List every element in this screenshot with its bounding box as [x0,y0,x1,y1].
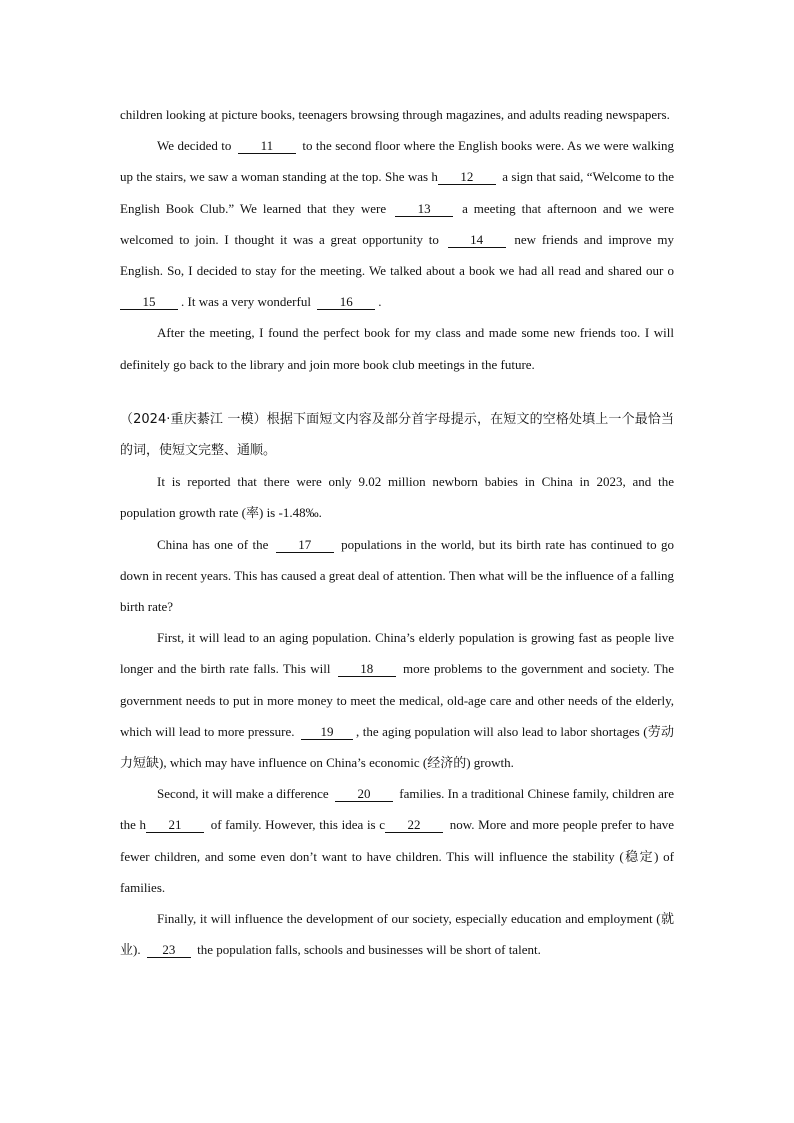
blank-11[interactable]: 11 [238,139,296,154]
text: populations in the world, but its birth rate has continued to go down in recent years. This has caused a great deal of attention. Then what will be the influence of a falling birth rate? [120,536,675,615]
passage1-paragraph-3: After the meeting, I found the perfect book for my class and made some new friends too. I will definitely go back to the library and join more book club meetings in the future. [120,325,674,372]
passage2-paragraph-3 [120,622,674,778]
text: . [378,294,382,310]
blank-19[interactable]: 19 [301,725,353,740]
text: to the second floor where the English books were. As we were walking up the stairs, we saw a woman standing at the top. She was h [120,138,675,185]
text: the population falls, schools and businesses will be short of talent. [197,942,541,958]
text: . It was a very wonderful [181,294,311,310]
passage2-paragraph-2 [120,529,674,623]
passage1-paragraph-1: children looking at picture books, teenagers browsing through magazines, and adults reading newspapers. [120,107,670,122]
text: China has one of the [157,536,269,552]
text: of family. However, this idea is c [210,817,386,833]
text: new friends and improve my English. So, I decided to stay for the meeting. We talked about a book we had all read and shared our o [120,231,674,279]
blank-12[interactable]: 12 [438,170,496,185]
text: a sign that said, “Welcome to the English Book Club.” We learned that they were [120,169,675,216]
text: now. More and more people prefer to have fewer children, and some even don’t want to have children. This will influence the stability (稳定) of families. [120,817,675,895]
blank-16[interactable]: 16 [317,295,375,310]
text: We decided to [157,138,232,154]
passage2-paragraph-1: It is reported that there were only 9.02 million newborn babies in China in 2023, and the population growth rate (率) is -1.48‰. [120,474,674,521]
document-body [120,99,674,965]
text: a meeting that afternoon and we were welcomed to join. I thought it was a great opportunity to [120,200,674,247]
text: , the aging population will also lead to labor shortages (劳动力短缺), which may have influence on China’s economic (经济的) growth. [120,723,675,771]
blank-18[interactable]: 18 [338,662,396,677]
passage2-paragraph-4 [120,778,674,903]
passage2-paragraph-5 [120,903,674,965]
blank-21[interactable]: 21 [146,818,204,833]
text: Second, it will make a difference [157,786,329,802]
blank-15[interactable]: 15 [120,295,178,310]
blank-22[interactable]: 22 [385,818,443,833]
blank-23[interactable]: 23 [147,943,191,958]
text: Finally, it will influence the development of our society, especially education and employment (就业). [120,911,674,958]
blank-20[interactable]: 20 [335,787,393,802]
text: families. In a traditional Chinese family, children are the h [120,786,675,833]
text: First, it will lead to an aging population. China’s elderly population is growing fast as people live longer and the birth rate falls. This will [120,630,674,677]
passage1-paragraph-2 [120,130,674,317]
section-gap [120,380,674,404]
blank-17[interactable]: 17 [276,538,334,553]
passage2-instruction: （2024·重庆綦江 一模）根据下面短文内容及部分首字母提示，在短文的空格处填上一个最恰当的词，使短文完整、通顺。 [120,411,674,459]
blank-14[interactable]: 14 [448,233,506,248]
text: more problems to the government and society. The government needs to put in more money to meet the medical, old-age care and other needs of the elderly, which will lead to more pressure. [120,661,674,739]
blank-13[interactable]: 13 [395,202,453,217]
